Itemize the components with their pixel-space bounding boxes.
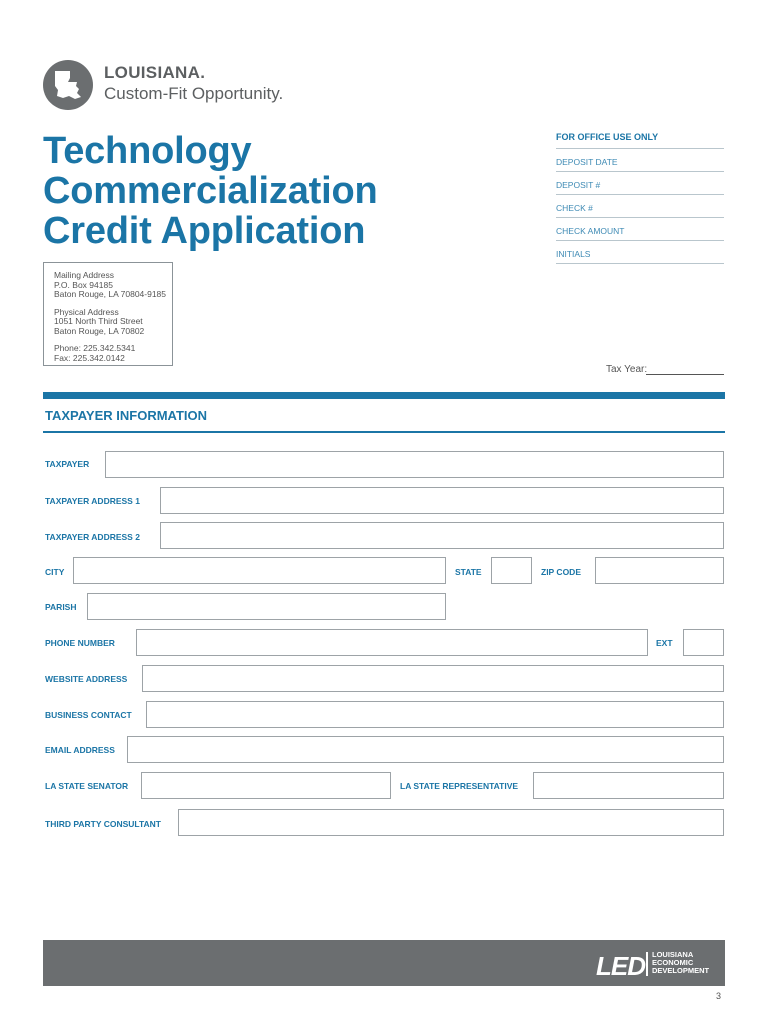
org-line-1: LOUISIANA <box>652 950 694 959</box>
office-row-check-number: CHECK # <box>556 195 724 218</box>
section-divider-top <box>43 392 725 399</box>
email-address-label: EMAIL ADDRESS <box>45 745 115 755</box>
brand-tagline: Custom-Fit Opportunity. <box>104 84 284 103</box>
website-address-input[interactable] <box>142 665 724 692</box>
org-line-2: ECONOMIC <box>652 958 694 967</box>
ext-label: EXT <box>656 638 673 648</box>
physical-address-label: Physical Address <box>54 306 119 317</box>
third-party-consultant-label: THIRD PARTY CONSULTANT <box>45 819 162 829</box>
taxpayer-address-1-label: TAXPAYER ADDRESS 1 <box>45 496 140 506</box>
la-state-representative-input[interactable] <box>533 772 724 799</box>
parish-input[interactable] <box>87 593 446 620</box>
office-row-deposit-number: DEPOSIT # <box>556 172 724 195</box>
parish-label: PARISH <box>45 602 77 612</box>
physical-address-line-2: Baton Rouge, LA 70802 <box>54 325 145 336</box>
page-number: 3 <box>716 991 722 1001</box>
taxpayer-input[interactable] <box>105 451 724 478</box>
contact-address-box <box>43 262 173 366</box>
section-title: TAXPAYER INFORMATION <box>45 408 208 423</box>
business-contact-input[interactable] <box>146 701 724 728</box>
led-logo: LED <box>596 951 645 981</box>
louisiana-state-logo-icon <box>43 60 93 110</box>
zip-code-label: ZIP CODE <box>541 567 581 577</box>
taxpayer-address-1-input[interactable] <box>160 487 724 514</box>
title-line-2: Commercialization <box>43 170 378 212</box>
office-use-heading: FOR OFFICE USE ONLY <box>556 132 724 149</box>
footer-band <box>43 940 725 986</box>
org-line-3: DEVELOPMENT <box>652 966 710 975</box>
mailing-address-line-2: Baton Rouge, LA 70804-9185 <box>54 289 167 299</box>
phone-number-text: Phone: 225.342.5341 <box>54 343 136 353</box>
tax-year-field[interactable] <box>646 374 724 375</box>
mailing-address-line-1: P.O. Box 94185 <box>54 279 113 290</box>
louisiana-shape-icon <box>53 69 83 101</box>
la-state-representative-label: LA STATE REPRESENTATIVE <box>400 781 519 791</box>
zip-code-input[interactable] <box>595 557 724 584</box>
business-contact-label: BUSINESS CONTACT <box>45 710 132 720</box>
taxpayer-address-2-label: TAXPAYER ADDRESS 2 <box>45 532 140 542</box>
taxpayer-label: TAXPAYER <box>45 459 90 469</box>
office-row-initials: INITIALS <box>556 241 724 264</box>
website-address-label: WEBSITE ADDRESS <box>45 674 128 684</box>
logo-divider <box>646 952 648 976</box>
la-state-senator-input[interactable] <box>141 772 391 799</box>
office-row-check-amount: CHECK AMOUNT <box>556 218 724 241</box>
mailing-address-label: Mailing Address <box>54 270 115 280</box>
email-address-input[interactable] <box>127 736 724 763</box>
physical-address-line-1: 1051 North Third Street <box>54 316 143 326</box>
ext-input[interactable] <box>683 629 724 656</box>
phone-number-label: PHONE NUMBER <box>45 638 115 648</box>
organization-name <box>652 951 709 975</box>
title-line-3: Credit Application <box>43 210 366 252</box>
fax-number-text: Fax: 225.342.0142 <box>54 352 125 363</box>
office-use-panel <box>556 132 724 264</box>
la-state-senator-label: LA STATE SENATOR <box>45 781 129 791</box>
office-row-deposit-date: DEPOSIT DATE <box>556 149 724 172</box>
brand-name: LOUISIANA. <box>104 63 206 82</box>
page-title <box>43 131 463 251</box>
section-divider-bottom <box>43 431 725 433</box>
phone-number-input[interactable] <box>136 629 648 656</box>
city-input[interactable] <box>73 557 446 584</box>
city-label: CITY <box>45 567 65 577</box>
taxpayer-address-2-input[interactable] <box>160 522 724 549</box>
tax-year-label: Tax Year: <box>606 364 648 375</box>
state-input[interactable] <box>491 557 532 584</box>
state-label: STATE <box>455 567 482 577</box>
third-party-consultant-input[interactable] <box>178 809 724 836</box>
title-line-1: Technology <box>43 130 252 172</box>
